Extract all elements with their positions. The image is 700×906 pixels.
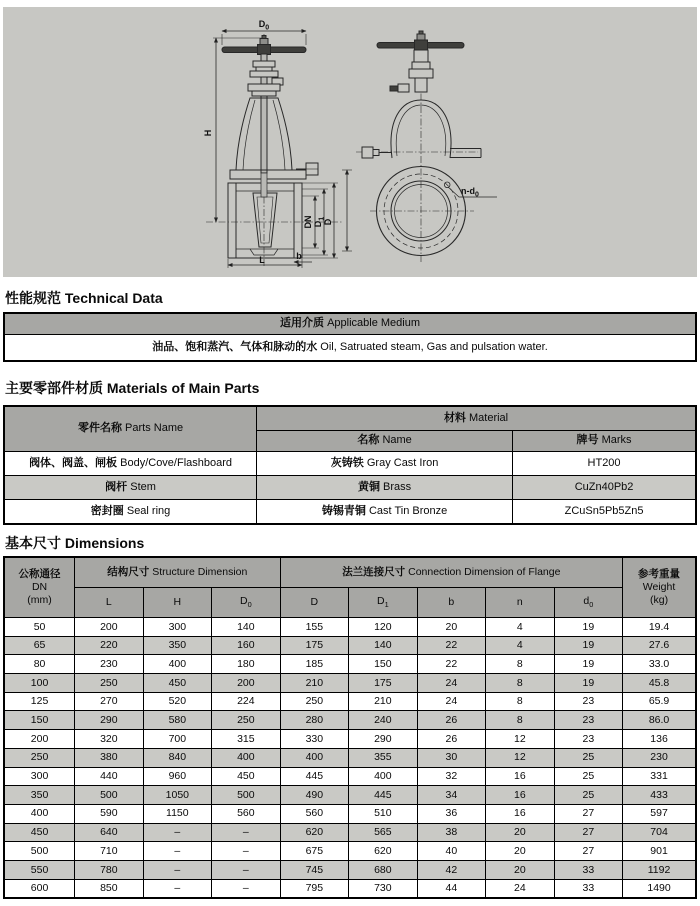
dimension-cell: 175 (280, 636, 349, 655)
dimension-cell: 33.0 (623, 655, 696, 674)
dimension-row (4, 842, 696, 861)
dimension-cell: 730 (349, 879, 418, 898)
dimension-cell: 380 (75, 748, 144, 767)
dimension-cell: 600 (4, 879, 75, 898)
dimension-cell: 16 (486, 804, 555, 823)
dimension-cell: 560 (280, 804, 349, 823)
dimension-cell: 510 (349, 804, 418, 823)
dimension-cell: 24 (486, 879, 555, 898)
dimension-cell: 4 (486, 636, 555, 655)
dimension-cell: 1150 (143, 804, 212, 823)
dim-label-dn: DN (303, 215, 313, 229)
dimension-cell: 200 (75, 618, 144, 637)
valve-technical-drawing (3, 7, 697, 277)
dimension-cell: – (143, 842, 212, 861)
dimension-row (4, 823, 696, 842)
dimension-cell: 25 (554, 767, 623, 786)
materials-part-cell: 阀杆 Stem (4, 476, 257, 500)
dimension-cell: 200 (4, 730, 75, 749)
dimension-cell: 450 (143, 674, 212, 693)
dimension-cell: 27.6 (623, 636, 696, 655)
dimension-cell: 27 (554, 842, 623, 861)
gate-wedge (253, 193, 277, 247)
dimension-cell: 250 (4, 748, 75, 767)
dimension-cell: 200 (212, 674, 281, 693)
dimension-cell: 580 (143, 711, 212, 730)
dimension-row (4, 730, 696, 749)
dimension-cell: 445 (349, 786, 418, 805)
dimension-cell: 4 (486, 618, 555, 637)
material-marks-column-header: 牌号 Marks (513, 431, 696, 452)
dim-label-d: D (323, 218, 333, 226)
dimension-cell: 24 (417, 674, 486, 693)
dim-column-header: L (75, 588, 144, 618)
dimension-row (4, 860, 696, 879)
dimension-row (4, 748, 696, 767)
dimension-cell: 8 (486, 655, 555, 674)
dimension-cell: 450 (4, 823, 75, 842)
dimension-cell: 155 (280, 618, 349, 637)
materials-name-cell: 铸锡青铜 Cast Tin Bronze (257, 500, 513, 525)
dimension-cell: 26 (417, 711, 486, 730)
dimension-cell: 680 (349, 860, 418, 879)
dimension-row (4, 636, 696, 655)
dimensions-heading-zh: 基本尺寸 (5, 535, 61, 551)
dimension-cell: 300 (143, 618, 212, 637)
dimension-cell: 230 (75, 655, 144, 674)
dimension-cell: 33 (554, 879, 623, 898)
dimension-cell: 180 (212, 655, 281, 674)
valve-side-view (203, 19, 342, 268)
dimension-cell: 45.8 (623, 674, 696, 693)
dimension-cell: 700 (143, 730, 212, 749)
dimension-cell: 250 (212, 711, 281, 730)
dimension-cell: 500 (212, 786, 281, 805)
dimension-cell: 12 (486, 748, 555, 767)
dimension-cell: 100 (4, 674, 75, 693)
dimension-cell: 330 (280, 730, 349, 749)
dim-column-header: b (417, 588, 486, 618)
dimension-row (4, 767, 696, 786)
dim-column-header: $d_0$ (554, 588, 623, 618)
dimension-cell: 445 (280, 767, 349, 786)
dimension-cell: 290 (75, 711, 144, 730)
dimension-cell: 19.4 (623, 618, 696, 637)
materials-mark-cell: HT200 (513, 452, 696, 476)
dim-column-header: $D_0$ (212, 588, 281, 618)
dim-label-l: L (259, 255, 265, 265)
dimension-cell: 19 (554, 674, 623, 693)
dimension-cell: – (212, 842, 281, 861)
dimension-cell: 175 (349, 674, 418, 693)
materials-mark-cell: CuZn40Pb2 (513, 476, 696, 500)
dim-label-h: H (203, 129, 213, 137)
applicable-medium-header: 适用介质 Applicable Medium (4, 313, 696, 335)
dimension-cell: 150 (4, 711, 75, 730)
dimension-row (4, 674, 696, 693)
dimension-cell: 315 (212, 730, 281, 749)
dimension-cell: 280 (280, 711, 349, 730)
dimension-cell: 350 (4, 786, 75, 805)
dimension-row (4, 711, 696, 730)
dimension-cell: 26 (417, 730, 486, 749)
dimensions-heading-en: Dimensions (64, 535, 145, 551)
materials-row (4, 500, 696, 525)
dimension-cell: 19 (554, 618, 623, 637)
dimension-cell: – (212, 879, 281, 898)
dimension-cell: 565 (349, 823, 418, 842)
dimension-cell: 230 (623, 748, 696, 767)
dimension-cell: 901 (623, 842, 696, 861)
dimension-cell: 550 (4, 860, 75, 879)
dimension-cell: 350 (143, 636, 212, 655)
dimension-cell: 32 (417, 767, 486, 786)
dimension-cell: 1490 (623, 879, 696, 898)
dimension-cell: 20 (417, 618, 486, 637)
dimension-cell: 400 (280, 748, 349, 767)
dimension-cell: – (143, 879, 212, 898)
materials-part-cell: 阀体、阀盖、闸板 Body/Cove/Flashboard (4, 452, 257, 476)
dimension-cell: 12 (486, 730, 555, 749)
dimension-cell: 850 (75, 879, 144, 898)
dimension-cell: 331 (623, 767, 696, 786)
dimension-cell: 8 (486, 692, 555, 711)
dimension-cell: 270 (75, 692, 144, 711)
dimension-cell: 34 (417, 786, 486, 805)
dimension-cell: 23 (554, 711, 623, 730)
dimension-cell: 30 (417, 748, 486, 767)
dim-column-header: D (280, 588, 349, 618)
dimension-cell: 220 (75, 636, 144, 655)
dimension-cell: 500 (75, 786, 144, 805)
dimension-cell: 38 (417, 823, 486, 842)
materials-heading (5, 380, 700, 396)
dimension-cell: 490 (280, 786, 349, 805)
material-name-column-header: 名称 Name (257, 431, 513, 452)
dimension-cell: 300 (4, 767, 75, 786)
materials-heading-zh: 主要零部件材质 (5, 380, 103, 396)
dimension-cell: 840 (143, 748, 212, 767)
dimension-row (4, 692, 696, 711)
materials-name-cell: 灰铸铁 Gray Cast Iron (257, 452, 513, 476)
materials-part-cell: 密封圈 Seal ring (4, 500, 257, 525)
dimension-cell: 210 (280, 674, 349, 693)
dimension-row (4, 618, 696, 637)
dimension-cell: 240 (349, 711, 418, 730)
dimension-cell: 36 (417, 804, 486, 823)
dimension-cell: 440 (75, 767, 144, 786)
dimension-cell: 65.9 (623, 692, 696, 711)
dimension-cell: 150 (349, 655, 418, 674)
dimension-cell: 50 (4, 618, 75, 637)
dimension-cell: 160 (212, 636, 281, 655)
dimension-cell: 125 (4, 692, 75, 711)
parts-name-column-header: 零件名称 Parts Name (4, 406, 257, 452)
dimension-cell: 44 (417, 879, 486, 898)
structure-dimension-group-header: 结构尺寸 Structure Dimension (75, 557, 281, 588)
materials-row (4, 476, 696, 500)
dimension-cell: 710 (75, 842, 144, 861)
dimension-cell: 745 (280, 860, 349, 879)
dimension-cell: 355 (349, 748, 418, 767)
dimension-cell: 23 (554, 730, 623, 749)
dimension-cell: 1050 (143, 786, 212, 805)
dimension-cell: 250 (280, 692, 349, 711)
dimension-cell: 185 (280, 655, 349, 674)
materials-heading-en: Materials of Main Parts (106, 380, 260, 396)
dimension-cell: 27 (554, 804, 623, 823)
dimension-cell: 8 (486, 711, 555, 730)
dimension-cell: 27 (554, 823, 623, 842)
dimension-cell: 224 (212, 692, 281, 711)
dim-column-header: H (143, 588, 212, 618)
dimension-cell: 290 (349, 730, 418, 749)
dimension-cell: 25 (554, 786, 623, 805)
materials-mark-cell: ZCuSn5Pb5Zn5 (513, 500, 696, 525)
dimension-cell: 795 (280, 879, 349, 898)
dim-column-header: $D_1$ (349, 588, 418, 618)
dimension-cell: 22 (417, 636, 486, 655)
dimension-cell: 25 (554, 748, 623, 767)
dimension-cell: 140 (212, 618, 281, 637)
dim-label-b: b (296, 251, 302, 261)
dimension-cell: 210 (349, 692, 418, 711)
dimension-cell: 20 (486, 842, 555, 861)
dn-column-header: 公称通径 DN (mm) (4, 557, 75, 618)
dimension-cell: 960 (143, 767, 212, 786)
dimension-cell: 140 (349, 636, 418, 655)
dimension-cell: – (212, 860, 281, 879)
dimension-cell: 120 (349, 618, 418, 637)
dim-label-d0-top: $D_0$ (258, 19, 270, 32)
dimension-cell: 65 (4, 636, 75, 655)
dimension-cell: 320 (75, 730, 144, 749)
dimension-cell: 24 (417, 692, 486, 711)
dimension-cell: 450 (212, 767, 281, 786)
materials-row (4, 452, 696, 476)
dimension-cell: 400 (212, 748, 281, 767)
dimension-cell: – (143, 860, 212, 879)
technical-data-heading-zh: 性能规范 (5, 290, 61, 306)
dimension-cell: 20 (486, 823, 555, 842)
dimension-cell: 400 (4, 804, 75, 823)
drawing-area (3, 7, 697, 277)
dimension-cell: – (143, 823, 212, 842)
dimension-cell: 597 (623, 804, 696, 823)
dimension-cell: 400 (349, 767, 418, 786)
technical-data-heading (5, 290, 700, 306)
dimension-cell: 19 (554, 655, 623, 674)
flange-connection-group-header: 法兰连接尺寸 Connection Dimension of Flange (280, 557, 623, 588)
dimension-cell: 520 (143, 692, 212, 711)
dimension-cell: 675 (280, 842, 349, 861)
dimension-cell: 22 (417, 655, 486, 674)
dimension-cell: 16 (486, 786, 555, 805)
dimension-cell: 640 (75, 823, 144, 842)
dimension-cell: 86.0 (623, 711, 696, 730)
dimension-cell: 400 (143, 655, 212, 674)
technical-data-heading-en: Technical Data (64, 290, 163, 306)
dimension-cell: 40 (417, 842, 486, 861)
dimension-cell: 590 (75, 804, 144, 823)
dim-column-header: n (486, 588, 555, 618)
dimension-cell: 250 (75, 674, 144, 693)
dimension-cell: 19 (554, 636, 623, 655)
dimension-cell: 80 (4, 655, 75, 674)
dimension-cell: 620 (349, 842, 418, 861)
dimension-row (4, 804, 696, 823)
materials-table (3, 405, 697, 525)
dimension-cell: 560 (212, 804, 281, 823)
dimension-cell: 23 (554, 692, 623, 711)
dimension-cell: 704 (623, 823, 696, 842)
materials-name-cell: 黄铜 Brass (257, 476, 513, 500)
dimension-cell: 33 (554, 860, 623, 879)
dimension-cell: 42 (417, 860, 486, 879)
dimension-row (4, 655, 696, 674)
weight-column-header: 参考重量 Weight (kg) (623, 557, 696, 618)
dimension-row (4, 786, 696, 805)
valve-front-view (342, 31, 497, 262)
applicable-medium-value: 油品、饱和蒸汽、气体和脉动的水 Oil, Satruated steam, Gas and pulsation water. (4, 335, 696, 362)
dimension-cell: 500 (4, 842, 75, 861)
dimension-cell: 8 (486, 674, 555, 693)
dimensions-heading (5, 535, 700, 551)
dimensions-table (3, 556, 697, 899)
dimension-cell: 780 (75, 860, 144, 879)
dimension-cell: 620 (280, 823, 349, 842)
dimension-cell: 20 (486, 860, 555, 879)
dimension-cell: – (212, 823, 281, 842)
dim-label-d1: $D_1$ (313, 216, 326, 228)
dim-label-n-d0: $n-d_0$ (461, 186, 479, 199)
dimension-cell: 1192 (623, 860, 696, 879)
technical-data-table (3, 312, 697, 362)
dimension-cell: 433 (623, 786, 696, 805)
material-group-header: 材料 Material (257, 406, 696, 431)
dimension-cell: 16 (486, 767, 555, 786)
dimension-cell: 136 (623, 730, 696, 749)
dimension-row (4, 879, 696, 898)
